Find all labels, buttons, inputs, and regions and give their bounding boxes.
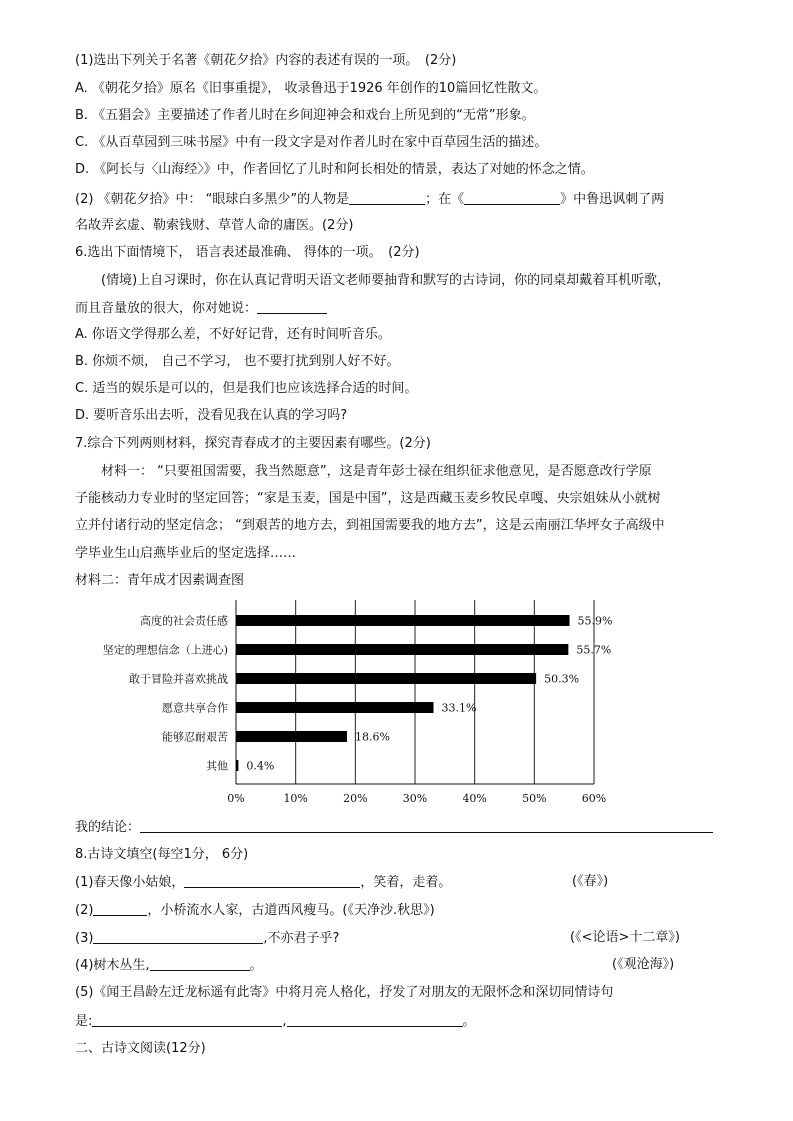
q5-2-text-a: (2) 《朝花夕拾》中： “眼球白多黑少”的人物是 (75, 192, 350, 207)
q8-1-text-a: (1)春天像小姑娘， (75, 875, 185, 890)
q5-2-line1 (75, 190, 664, 209)
q7-conclusion-label: 我的结论： (75, 820, 141, 835)
q5-2-blank-2[interactable] (464, 190, 560, 205)
chart-bar (236, 731, 347, 742)
q6-option-a: A. 你语文学得那么差，不好好记背，还有时间听音乐。 (75, 327, 391, 342)
q7-material1-line2: 子能核动力专业时的坚定回答；“家是玉麦，国是中国”，这是西藏玉麦乡牧民卓嘎、央宗姐妹从小就树 (75, 491, 661, 506)
q8-5-text-b: , (282, 1014, 287, 1029)
q6-option-d: D. 要听音乐出去听，没看见我在认真的学习吗? (75, 408, 348, 423)
q8-item-5: (5)《闻王昌龄左迁龙标遥有此寄》中将月亮人格化，抒发了对朋友的无限怀念和深切同情诗句 (75, 985, 614, 1000)
q7-stem: 7.综合下列两则材料，探究青春成才的主要因素有哪些。(2分) (75, 436, 431, 451)
chart-category-label: 高度的社会责任感 (140, 614, 228, 628)
q8-5-blank-1[interactable] (92, 1012, 282, 1027)
survey-bar-chart (72, 598, 632, 808)
chart-bar (236, 615, 570, 626)
q5-2-blank-1[interactable] (349, 190, 425, 205)
q8-3-text-a: (3) (75, 931, 94, 946)
q6-context-text: 而且音量放的很大，你对她说： (75, 301, 258, 316)
q7-material1-line1: 材料一： “只要祖国需要，我当然愿意”，这是青年彭士禄在组织征求他意见，是否愿意改行学原 (101, 464, 652, 479)
q6-context-line2 (75, 299, 327, 318)
q8-5-text-c: 。 (462, 1014, 476, 1029)
chart-value-label: 50.3% (544, 672, 580, 686)
chart-category-label: 愿意共享合作 (162, 701, 228, 715)
q5-2-text-c: 》中鲁迅讽刺了两 (560, 192, 665, 207)
q5-2-line2: 名故弄玄虚、勒索钱财、草菅人命的庸医。(2分) (75, 218, 354, 233)
q8-4-text-a: (4)树木丛生, (75, 958, 150, 973)
q7-material2-title: 材料二：青年成才因素调查图 (75, 573, 245, 588)
chart-value-label: 55.7% (576, 643, 612, 657)
q8-4-blank[interactable] (150, 956, 250, 971)
q5-1-option-a: A. 《朝花夕拾》原名《旧事重提》， 收录鲁迅于1926 年创作的10篇回忆性散文。 (75, 81, 547, 96)
chart-category-label: 能够忍耐艰苦 (162, 730, 228, 744)
q8-item-1 (75, 873, 451, 892)
chart-bar (236, 760, 238, 771)
q7-conclusion-line (75, 818, 713, 837)
chart-category-label: 敢于冒险并喜欢挑战 (129, 672, 228, 686)
chart-tick-label: 20% (343, 792, 368, 805)
q8-item-3 (75, 929, 339, 948)
chart-value-label: 33.1% (441, 701, 477, 715)
q6-option-b: B. 你烦不烦， 自己不学习， 也不要打扰到别人好不好。 (75, 354, 400, 369)
chart-value-label: 55.9% (577, 614, 613, 628)
chart-category-label: 坚定的理想信念（上进心) (102, 643, 228, 657)
chart-bar (236, 673, 536, 684)
q8-stem: 8.古诗文填空(每空1分， 6分) (75, 847, 249, 862)
q7-material1-line4: 学毕业生山启燕毕业后的坚定选择…… (75, 546, 297, 561)
chart-tick-label: 50% (522, 792, 547, 805)
q8-4-text-b: 。 (249, 958, 263, 973)
q8-2-blank[interactable] (93, 901, 147, 916)
q5-1-option-d: D. 《阿长与〈山海经〉》中，作者回忆了儿时和阿长相处的情景，表达了对她的怀念之情。 (75, 162, 594, 177)
q8-item-4 (75, 956, 263, 975)
q8-1-source: (《春》) (572, 874, 609, 889)
section-2-heading: 二、古诗文阅读(12分) (75, 1041, 206, 1056)
q6-context-line1: (情境)上自习课时，你在认真记背明天语文老师要抽背和默写的古诗词，你的同桌却戴着耳机听歌， (101, 273, 671, 288)
q8-5-text-a: 是: (75, 1014, 93, 1029)
q8-4-source: (《观沧海》) (612, 957, 675, 972)
q8-1-text-b: ，笑着，走着。 (360, 875, 452, 890)
chart-tick-label: 0% (227, 792, 245, 805)
q7-material1-line3: 立并付诸行动的坚定信念； “到艰苦的地方去，到祖国需要我的地方去”，这是云南丽江华坪女子高级中 (75, 518, 665, 533)
chart-bar (236, 702, 433, 713)
q5-2-text-b: ；在《 (425, 192, 465, 207)
chart-value-label: 18.6% (354, 730, 390, 744)
chart-tick-label: 60% (581, 792, 607, 805)
q8-2-text-b: ，小桥流水人家，古道西风瘦马。(《天净沙.秋思》) (147, 903, 435, 918)
q8-1-blank[interactable] (184, 873, 360, 888)
q6-option-c: C. 适当的娱乐是可以的，但是我们也应该选择合适的时间。 (75, 381, 418, 396)
q6-answer-blank[interactable] (257, 299, 327, 314)
q5-1-option-b: B. 《五猖会》主要描述了作者儿时在乡间迎神会和戏台上所见到的“无常”形象。 (75, 108, 535, 123)
q8-3-text-b: ,不亦君子乎? (263, 931, 340, 946)
chart-category-label: 其他 (206, 759, 228, 773)
chart-tick-label: 10% (283, 792, 308, 805)
q7-conclusion-blank[interactable] (140, 818, 713, 833)
q8-3-source: (《<论语>十二章》) (570, 930, 680, 945)
q8-2-text-a: (2) (75, 903, 94, 918)
q6-stem: 6.选出下面情境下， 语言表述最准确、 得体的一项。 (2分) (75, 245, 420, 260)
chart-bar (236, 644, 568, 655)
q8-3-blank[interactable] (93, 929, 263, 944)
chart-tick-label: 30% (402, 792, 428, 805)
q5-1-option-c: C. 《从百草园到三味书屋》中有一段文字是对作者儿时在家中百草园生活的描述。 (75, 135, 548, 150)
q8-item-2 (75, 901, 435, 920)
chart-tick-label: 40% (462, 792, 487, 805)
q8-5-blank-2[interactable] (287, 1012, 463, 1027)
q8-item-5-answer (75, 1012, 476, 1031)
chart-value-label: 0.4% (246, 759, 275, 773)
q5-1-stem: (1)选出下列关于名著《朝花夕拾》内容的表述有误的一项。 (2分) (75, 53, 457, 68)
